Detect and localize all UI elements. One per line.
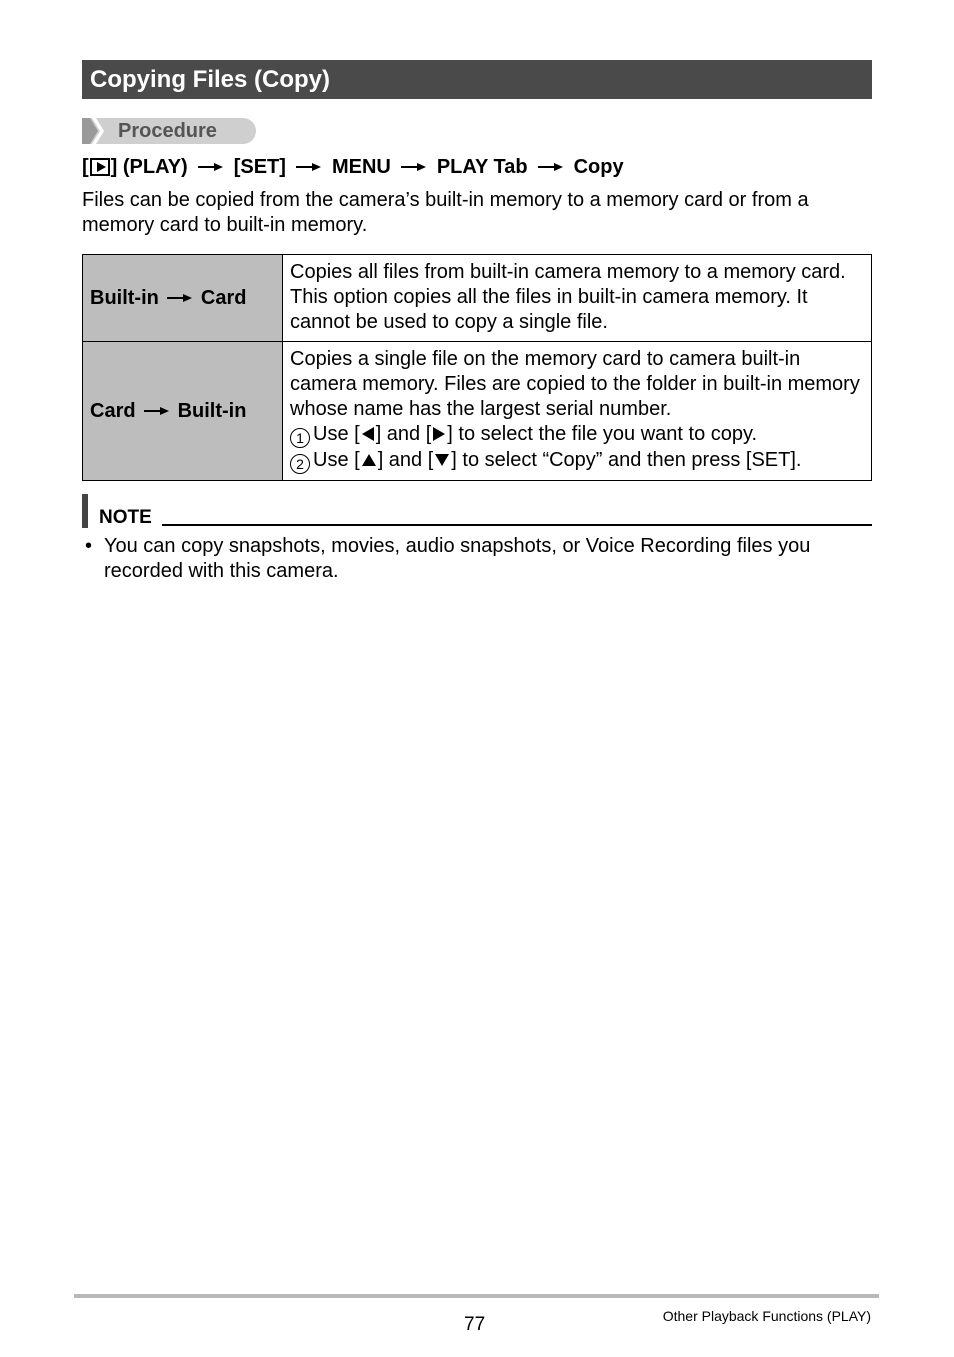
- intro-text: Files can be copied from the camera’s built-in memory to a memory card or from a memory card to built-in memory.: [82, 189, 809, 236]
- table-row: [83, 255, 872, 342]
- arrow-right-icon: [538, 162, 564, 172]
- option-key: Built-in Card: [83, 255, 283, 342]
- arrow-right-icon: [401, 162, 427, 172]
- copy-options-table: [82, 254, 872, 481]
- step-number: 1: [290, 428, 310, 448]
- option-description-text: Copies a single file on the memory card to camera built-in camera memory. Files are copied to the folder in built-in memory whose name has the largest serial number.: [290, 348, 860, 420]
- play-icon: [90, 158, 110, 176]
- path-menu: MENU: [331, 156, 391, 178]
- footer-divider: [74, 1294, 879, 1298]
- section-name: Other Playback Functions (PLAY): [662, 1308, 871, 1324]
- option-description: [283, 342, 872, 481]
- up-arrow-icon: [362, 454, 376, 466]
- page-number: 77: [464, 1314, 486, 1335]
- note-marker: [82, 494, 88, 528]
- section-title-bar: [82, 60, 872, 99]
- arrow-right-icon: [144, 406, 170, 416]
- option-description: Copies all files from built-in camera memory to a memory card. This option copies all the files in built-in camera memory. It cannot be used to copy a single file.: [283, 255, 872, 342]
- procedure-label: Procedure: [118, 120, 217, 142]
- path-set: [SET]: [233, 156, 286, 178]
- path-play: ] (PLAY): [110, 156, 188, 178]
- step-1: 1 Use [ ] and [ ] to select the file you want to copy.: [290, 422, 865, 448]
- page-title: Copying Files (Copy): [90, 66, 330, 93]
- path-play-tab: PLAY Tab: [436, 156, 528, 178]
- table-row: [83, 342, 872, 481]
- note-list: [82, 534, 872, 584]
- menu-path: [ ] (PLAY) [SET] MENU PLAY Tab Copy: [82, 153, 624, 181]
- down-arrow-icon: [435, 454, 449, 466]
- bullet: •: [85, 535, 93, 557]
- right-arrow-icon: [433, 427, 445, 441]
- path-copy: Copy: [573, 156, 624, 178]
- step-number: 2: [290, 454, 310, 474]
- arrow-right-icon: [167, 293, 193, 303]
- arrow-right-icon: [296, 162, 322, 172]
- left-arrow-icon: [362, 427, 374, 441]
- option-key: Card Built-in: [83, 342, 283, 481]
- note-divider: [162, 524, 872, 526]
- arrow-right-icon: [198, 162, 224, 172]
- note-label: NOTE: [99, 507, 152, 528]
- list-item: • You can copy snapshots, movies, audio snapshots, or Voice Recording files you recorded with this camera.: [85, 535, 811, 582]
- step-2: 2 Use [ ] and [ ] to select “Copy” and then press [SET].: [290, 448, 865, 474]
- procedure-tag: [82, 118, 256, 144]
